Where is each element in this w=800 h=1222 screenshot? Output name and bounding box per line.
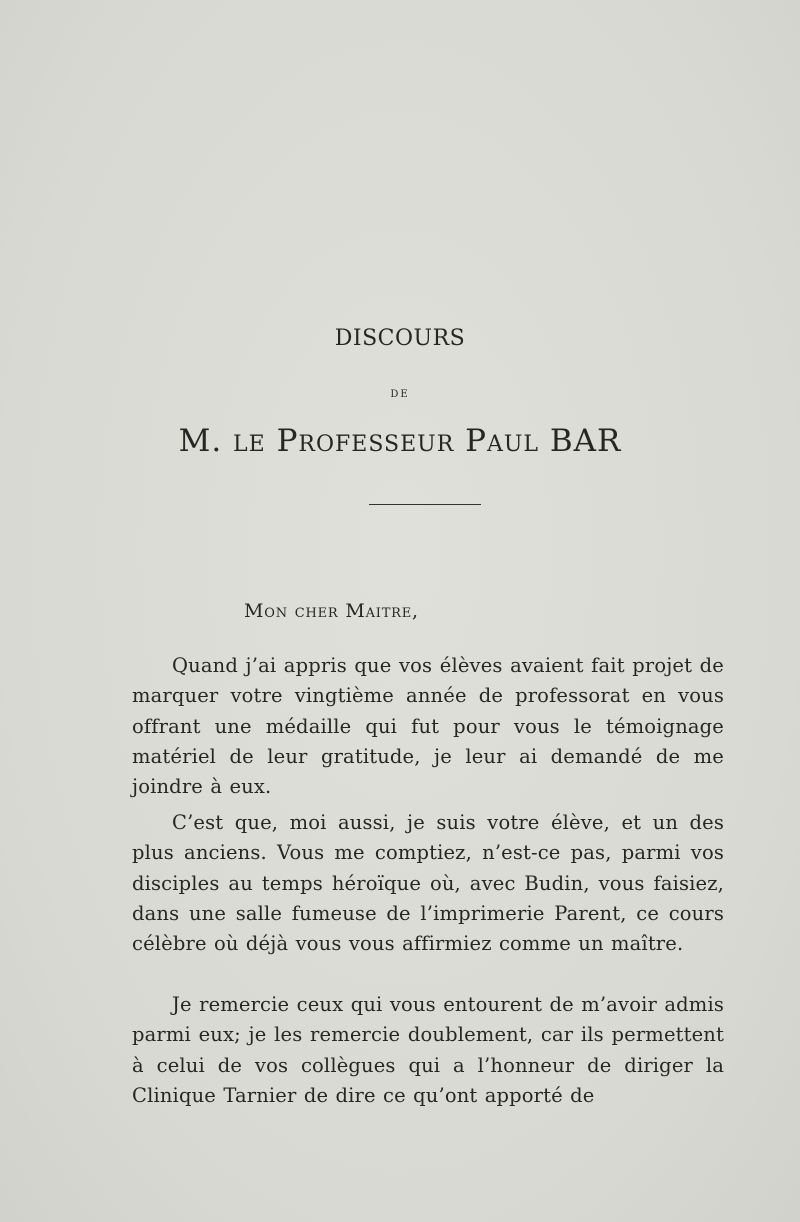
paragraph-text: Je remercie ceux qui vous entourent de m’avoir admis parmi eux; je les remercie doublement, car ils permettent à celui de vos collègues qui a l’honneur de diriger la Clinique Tarnier de dire ce qu’ont apporté de [132,993,724,1107]
paragraph-text: Quand j’ai appris que vos élèves avaient fait projet de marquer votre vingtième année de professorat en vous offrant une médaille qui fut pour vous le témoignage matériel de leur gratitude, je leur ai demandé de me joindre à eux. [132,654,724,799]
document-title: DISCOURS [334,326,466,351]
body-paragraph-3 [132,990,724,1111]
body-paragraph-2 [132,808,724,959]
paragraph-text: C’est que, moi aussi, je suis votre élève, et un des plus anciens. Vous me comptiez, n’est-ce pas, parmi vos disciples au temps héroïque où, avec Budin, vous faisiez, dans une salle fumeuse de l’imprimerie Parent, ce cours célèbre où déjà vous vous affirmiez comme un maître. [132,811,724,956]
document-subtitle: DE [390,389,410,400]
body-paragraph-1 [132,651,724,802]
separator-rule [369,504,481,505]
salutation: Mon cher Maitre, [244,600,419,622]
author-heading: M. le Professeur Paul BAR [178,423,622,459]
